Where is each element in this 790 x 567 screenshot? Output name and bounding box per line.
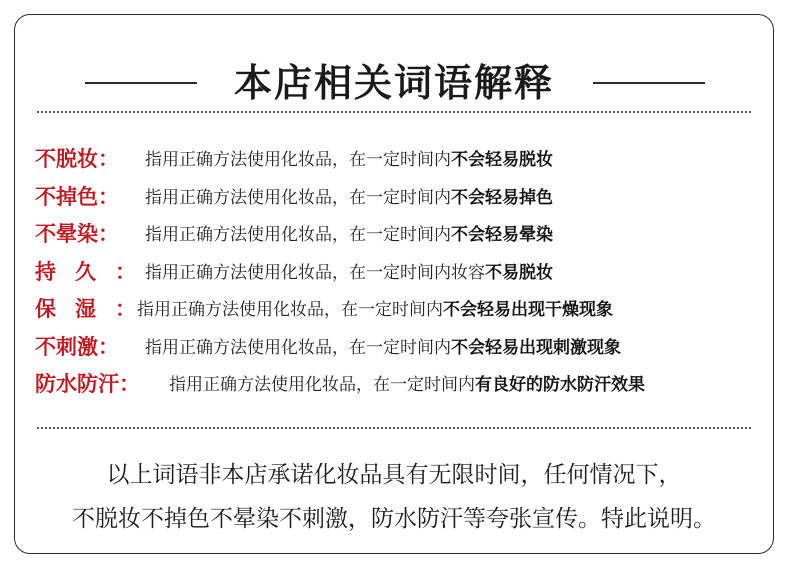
term-description: 指用正确方法使用化妆品，在一定时间内不会轻易掉色	[145, 187, 553, 208]
term-description: 指用正确方法使用化妆品，在一定时间内不会轻易出现干燥现象	[137, 300, 613, 320]
term-row	[35, 331, 765, 369]
term-row	[35, 181, 765, 219]
term-row	[35, 368, 765, 406]
term-label: 不刺激：	[35, 334, 119, 359]
term-description: 指用正确方法使用化妆品，在一定时间内不会轻易脱妆	[145, 150, 553, 170]
explanation-card	[14, 14, 774, 554]
term-description: 指用正确方法使用化妆品，在一定时间内有良好的防水防汗效果	[169, 375, 645, 395]
term-label: 不晕染：	[35, 222, 119, 246]
term-row	[35, 218, 765, 256]
term-description: 指用正确方法使用化妆品，在一定时间内不会轻易晕染	[145, 225, 553, 245]
disclaimer-line: 以上词语非本店承诺化妆品具有无限时间，任何情况下，	[106, 462, 682, 488]
term-label: 不脱妆：	[35, 147, 119, 171]
page-title: 本店相关词语解释	[233, 61, 554, 105]
term-row	[35, 143, 765, 181]
title-divider-right	[593, 82, 705, 84]
disclaimer-line: 不脱妆不掉色不晕染不刺激，防水防汗等夸张宣传。特此说明。	[72, 506, 716, 532]
term-row	[35, 293, 765, 331]
dotted-divider-top	[37, 111, 751, 113]
disclaimer	[15, 453, 773, 541]
term-label: 保湿：	[35, 297, 155, 321]
term-label: 防水防汗：	[35, 372, 140, 396]
dotted-divider-bottom	[37, 427, 751, 429]
term-description: 指用正确方法使用化妆品，在一定时间内不会轻易出现刺激现象	[145, 337, 621, 358]
term-row	[35, 256, 765, 294]
title-row	[15, 55, 773, 111]
term-label: 持久：	[35, 259, 155, 284]
term-label: 不掉色：	[35, 184, 119, 209]
term-description: 指用正确方法使用化妆品，在一定时间内妆容不易脱妆	[145, 262, 553, 283]
term-list	[35, 143, 765, 406]
